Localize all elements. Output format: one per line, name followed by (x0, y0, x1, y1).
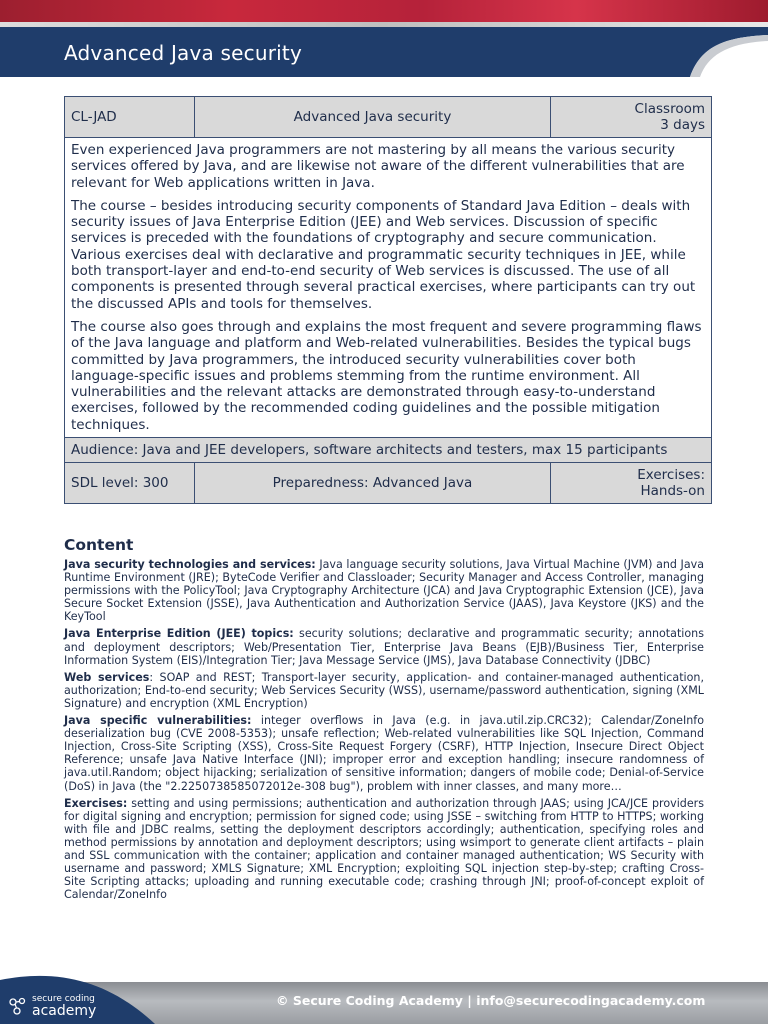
description-paragraph: The course – besides introducing security components of Standard Java Edition – deals with security issues of Java Enterprise Edition (JEE) and Web services. Discussion of specific services is preceded with the foundations of cryptography and secure communication. Various exercises deal with declarative and programmatic security techniques in JEE, while both transport-layer and end-to-end security of Web services is discussed. The use of all components is presented through several practical exercises, where participants can try out the discussed APIs and tools for themselves. (71, 197, 696, 312)
section-text: setting and using permissions; authentication and authorization through JAAS; using JCA/JCE providers for digital signing and encryption; permission for signed code; using JSSE – switching from HTTP to HTTPS; working with file and JDBC realms, setting the deployment descriptors accordingly; authentication, specifying roles and method permissions by annotation and deployment descriptors; using wsimport to generate client artifacts – plain and SSL communication with the container; application and container managed authentication; WS Security with username and password; XMLS Signature; XML Encryption; exploiting SQL injection step-by-step; crafting Cross-Site Scripting attacks; uploading and running executable code; crashing through JNI; proof-of-concept exploit of Calendar/ZoneInfo (64, 796, 704, 902)
section-label: Java Enterprise Edition (JEE) topics: (64, 627, 294, 641)
content-section (64, 627, 704, 666)
content-section (64, 558, 704, 623)
section-text: Java language security solutions, Java Virtual Machine (JVM) and Java Runtime Environment (JRE); ByteCode Verifier and Classloader; Security Manager and Access Controller, managing permissions with the PolicyTool; Java Cryptography Architecture (JCA) and Java Cryptographic Extension (JCE), Java Secure Socket Extension (JSSE), Java Authentication and Authorization Service (JAAS), Java Keystore (JKS) and the KeyTool (64, 558, 704, 624)
course-code: CL-JAD (65, 97, 195, 138)
course-format-cell (551, 97, 712, 138)
section-text: security solutions; declarative and programmatic security; annotations and deployment descriptors; Web/Presentation Tier, Enterprise Java Beans (EJB)/Business Tier, Enterprise Information System (EIS)/Integration Tier; Java Message Service (JMS), Java Database Connectivity (JDBC) (64, 627, 704, 667)
section-label: Java security technologies and services: (64, 558, 316, 571)
table-row (65, 97, 712, 138)
course-duration: 3 days (660, 117, 705, 133)
content-section (64, 671, 704, 710)
page-title: Advanced Java security (64, 41, 303, 65)
logo-text: secure coding (32, 994, 95, 1004)
footer-contact: © Secure Coding Academy | info@securecodingacademy.com (276, 993, 706, 1008)
course-format: Classroom (634, 101, 705, 117)
audience: Audience: Java and JEE developers, software architects and testers, max 15 participants (65, 438, 712, 463)
content-section (64, 797, 704, 902)
table-row (65, 463, 712, 504)
section-label: Web services (64, 670, 150, 684)
exercises-value: Hands-on (640, 483, 705, 500)
table-row (65, 138, 712, 438)
exercises-cell (551, 463, 712, 504)
course-name: Advanced Java security (194, 97, 550, 138)
content-section (64, 714, 704, 793)
course-description (65, 138, 712, 438)
section-label: Exercises: (64, 796, 128, 810)
description-paragraph: Even experienced Java programmers are not mastering by all means the various security services offered by Java, and are likewise not aware of the different vulnerabilities that are relevant for Web applications written in Java. (71, 142, 685, 191)
logo-text: academy (32, 1003, 97, 1019)
table-row (65, 438, 712, 463)
section-text: : SOAP and REST; Transport-layer security, application- and container-managed authentication, authorization; End-to-end security; Web Services Security (WSS), username/password authentication, signing (XML Signature) and encryption (XML Encryption) (64, 670, 704, 710)
sdl-level: SDL level: 300 (65, 463, 195, 504)
preparedness: Preparedness: Advanced Java (194, 463, 550, 504)
exercises-label: Exercises: (637, 467, 705, 484)
content-body (64, 558, 704, 905)
molecule-icon (8, 996, 28, 1016)
description-paragraph: The course also goes through and explains the most frequent and severe programming flaws of the Java language and platform and Web-related vulnerabilities. Besides the typical bugs committed by Java programmers, the introduced security vulnerabilities cover both language-specific issues and problems stemming from the runtime environment. All vulnerabilities and the relevant attacks are demonstrated through easy-to-understand exercises, followed by the recommended coding guidelines and the possible mitigation techniques. (71, 318, 702, 433)
section-label: Java specific vulnerabilities: (64, 714, 252, 728)
content-heading: Content (64, 536, 134, 554)
section-text: integer overflows in Java (e.g. in java.util.zip.CRC32); Calendar/ZoneInfo deserialization bug (CVE 2008-5353); unsafe reflection; Web-related vulnerabilities like SQL Injection, Command Injection, Cross-Site Scripting (XSS), Cross-Site Request Forgery (CSRF), HTTP Injection, Insecure Direct Object Reference; unsafe Java Native Interface (JNI); improper error and exception handling; insecure randomness of java.util.Random; object hijacking; serialization of sensitive information; dangers of mobile code; Denial-of-Service (DoS) in Java (the "2.2250738585072012e-308 bug"), problem with inner classes, and many more… (64, 714, 704, 793)
course-info-table (64, 96, 712, 504)
